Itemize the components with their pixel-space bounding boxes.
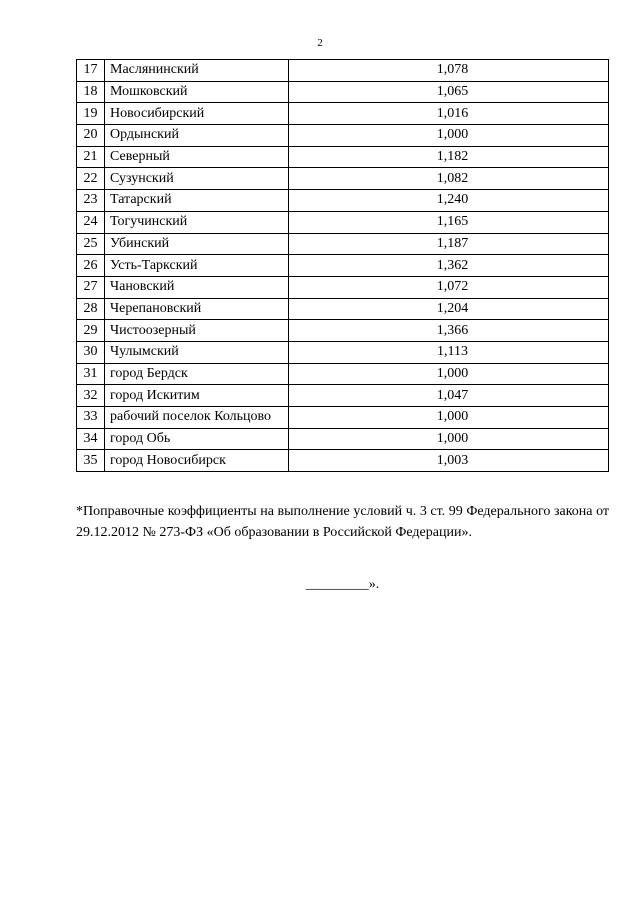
row-number: 35 — [77, 450, 105, 472]
district-name: Ордынский — [105, 125, 289, 147]
table-row — [77, 190, 609, 212]
table-row — [77, 168, 609, 190]
table-row — [77, 450, 609, 472]
table-row — [77, 407, 609, 429]
district-name: город Бердск — [105, 363, 289, 385]
table-row — [77, 146, 609, 168]
coefficient-value: 1,113 — [289, 341, 609, 363]
table-row — [77, 428, 609, 450]
table-row — [77, 211, 609, 233]
district-name: город Искитим — [105, 385, 289, 407]
district-name: Северный — [105, 146, 289, 168]
table-row — [77, 363, 609, 385]
coefficient-value: 1,082 — [289, 168, 609, 190]
table-row — [77, 320, 609, 342]
row-number: 34 — [77, 428, 105, 450]
row-number: 29 — [77, 320, 105, 342]
table-row — [77, 276, 609, 298]
coefficient-value: 1,165 — [289, 211, 609, 233]
table-row — [77, 81, 609, 103]
coefficient-value: 1,187 — [289, 233, 609, 255]
district-name: Чановский — [105, 276, 289, 298]
coefficient-value: 1,204 — [289, 298, 609, 320]
table-row — [77, 385, 609, 407]
table-row — [77, 233, 609, 255]
coefficient-value: 1,078 — [289, 60, 609, 82]
row-number: 33 — [77, 407, 105, 429]
coefficient-value: 1,000 — [289, 407, 609, 429]
row-number: 19 — [77, 103, 105, 125]
coefficient-value: 1,016 — [289, 103, 609, 125]
table-row — [77, 298, 609, 320]
district-name: Новосибирский — [105, 103, 289, 125]
table-body — [77, 60, 609, 472]
district-name: Татарский — [105, 190, 289, 212]
coefficient-value: 1,072 — [289, 276, 609, 298]
table-row — [77, 341, 609, 363]
table-row — [77, 60, 609, 82]
district-name: город Новосибирск — [105, 450, 289, 472]
row-number: 28 — [77, 298, 105, 320]
page-number: 2 — [317, 37, 323, 49]
row-number: 27 — [77, 276, 105, 298]
row-number: 22 — [77, 168, 105, 190]
table-row — [77, 255, 609, 277]
coefficient-table — [76, 59, 609, 472]
row-number: 24 — [77, 211, 105, 233]
district-name: Сузунский — [105, 168, 289, 190]
row-number: 18 — [77, 81, 105, 103]
district-name: Мошковский — [105, 81, 289, 103]
row-number: 21 — [77, 146, 105, 168]
coefficient-value: 1,366 — [289, 320, 609, 342]
row-number: 30 — [77, 341, 105, 363]
coefficient-value: 1,047 — [289, 385, 609, 407]
district-name: город Обь — [105, 428, 289, 450]
row-number: 32 — [77, 385, 105, 407]
row-number: 17 — [77, 60, 105, 82]
row-number: 31 — [77, 363, 105, 385]
district-name: рабочий поселок Кольцово — [105, 407, 289, 429]
table-row — [77, 125, 609, 147]
coefficient-value: 1,003 — [289, 450, 609, 472]
district-name: Чулымский — [105, 341, 289, 363]
closing-mark: _________». — [305, 577, 380, 592]
coefficient-value: 1,000 — [289, 125, 609, 147]
coefficient-value: 1,182 — [289, 146, 609, 168]
row-number: 20 — [77, 125, 105, 147]
district-name: Убинский — [105, 233, 289, 255]
district-name: Усть-Таркский — [105, 255, 289, 277]
row-number: 26 — [77, 255, 105, 277]
coefficient-value: 1,000 — [289, 363, 609, 385]
table-row — [77, 103, 609, 125]
district-name: Маслянинский — [105, 60, 289, 82]
coefficient-value: 1,240 — [289, 190, 609, 212]
row-number: 25 — [77, 233, 105, 255]
district-name: Чистоозерный — [105, 320, 289, 342]
district-name: Тогучинский — [105, 211, 289, 233]
district-name: Черепановский — [105, 298, 289, 320]
row-number: 23 — [77, 190, 105, 212]
coefficient-value: 1,000 — [289, 428, 609, 450]
coefficient-value: 1,065 — [289, 81, 609, 103]
coefficient-value: 1,362 — [289, 255, 609, 277]
footnote: *Поправочные коэффициенты на выполнение условий ч. 3 ст. 99 Федерального закона от 29.12.2012 № 273-ФЗ «Об образовании в Российской Федерации». — [76, 504, 609, 540]
